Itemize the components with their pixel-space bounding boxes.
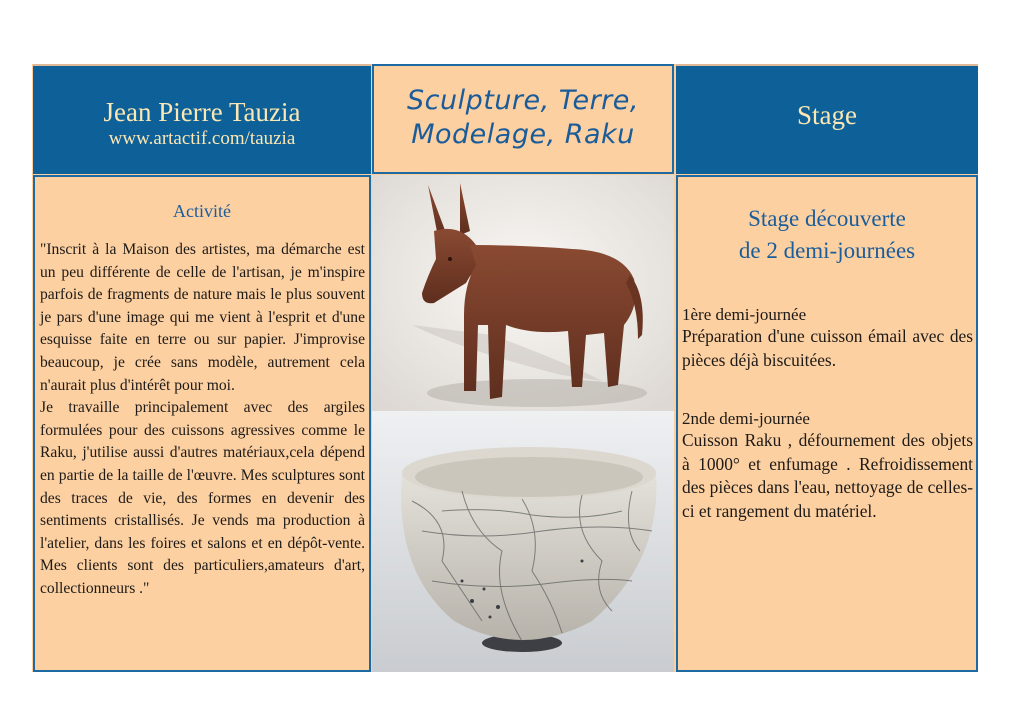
activity-panel — [33, 175, 371, 672]
activity-paragraph-2: Je travaille principalement avec des argiles formulées pour des cuissons agressives comme le Raku, j'utilise aussi d'autres matériaux,cela dépend en partie de la taille de l'œuvre. Mes sculptures sont des traces de vie, des formes en devenir des sentiments cristallisés. Je vends ma production à l'atelier, dans les foires et salons et en dépôt-vente. Mes clients sont des particuliers,amateurs d'art, collectionneurs ." — [40, 399, 365, 597]
stage-title-line-2: de 2 demi-journées — [738, 238, 916, 263]
artist-name: Jean Pierre Tauzia — [103, 97, 301, 127]
activity-paragraph-1: "Inscrit à la Maison des artistes, ma démarche est un peu différente de celle de l'artisan, je m'inspire parfois de fragments de nature mais le plus souvent je pars d'une image qui me vient à l'esprit et d'une esquisse faite en terre ou sur papier. J'improvise beaucoup, je crée sans modèle, autrement cela n'aurait plus d'intérêt pour moi. — [40, 241, 365, 394]
raku-bowl-image — [372, 411, 674, 672]
donkey-sculpture-image — [372, 175, 674, 411]
day1-label: 1ère demi-journée — [682, 305, 807, 324]
stage-title — [678, 203, 976, 267]
artist-website[interactable]: www.artactif.com/tauzia — [108, 128, 296, 149]
title-line-2: Modelage, Raku — [411, 119, 635, 150]
day2-text: Cuisson Raku , défournement des objets à 1000° et enfumage . Refroidissement des pièces dans l'eau, nettoyage de celles- ci et rangement du matériel. — [682, 430, 973, 521]
header-artist — [33, 64, 371, 174]
title-line-1: Sculpture, Terre, — [407, 85, 639, 116]
stage-panel — [676, 175, 978, 672]
header-title — [372, 64, 674, 174]
stage-title-line-1: Stage découverte — [748, 206, 906, 231]
day1-text: Préparation d'une cuisson émail avec des pièces déjà biscuitées. — [682, 326, 973, 370]
day2-label: 2nde demi-journée — [682, 409, 810, 429]
header-stage — [676, 64, 978, 174]
page-title — [374, 84, 672, 152]
activity-title: Activité — [173, 201, 231, 221]
stage-heading: Stage — [797, 100, 857, 130]
